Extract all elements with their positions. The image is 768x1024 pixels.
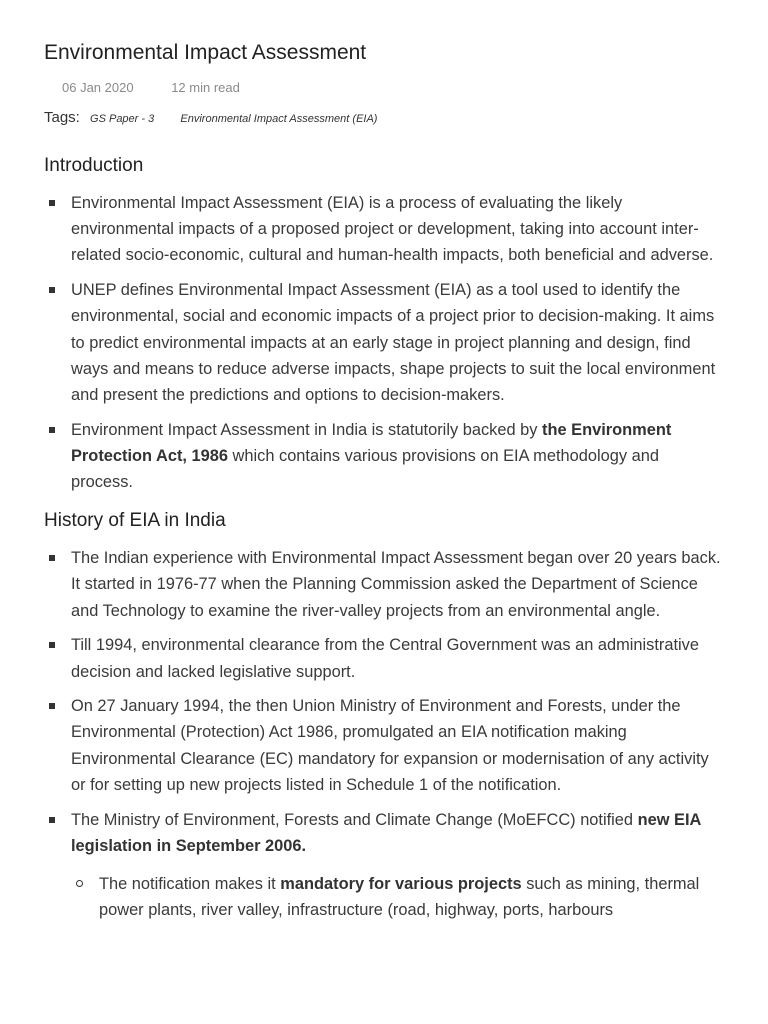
tags-row [44, 109, 724, 128]
list-item [44, 190, 724, 269]
list-item-text: The Ministry of Environment, Forests and Climate Change (MoEFCC) notified [71, 810, 638, 829]
list-item-text: UNEP defines Environmental Impact Assessment (EIA) as a tool used to identify the environmental, social and economic impacts of a project prior to decision-making. It aims to predict environmental impacts at an early stage in project planning and design, find ways and means to reduce adverse impacts, shape projects to suit the local environment and present the predictions and options to decision-makers. [71, 281, 716, 404]
list-item-bold: new EIA legislation in September 2006. [71, 810, 701, 855]
article-meta [62, 80, 724, 96]
list-item-bold: mandatory for various projects [280, 874, 522, 893]
list-item [44, 807, 724, 924]
page-title: Environmental Impact Assessment [44, 41, 367, 64]
publish-date: 06 Jan 2020 [62, 80, 134, 95]
list-item-text: The notification makes it [99, 874, 281, 893]
tags-label: Tags: [44, 109, 80, 126]
tag-link[interactable]: Environmental Impact Assessment (EIA) [180, 113, 378, 125]
history-sublist [71, 871, 724, 923]
list-item-text: On 27 January 1994, the then Union Ministry of Environment and Forests, under the Environmental (Protection) Act 1986, promulgated an EIA notification making Environmental Clearance (EC) mandatory for expansion or modernisation of any activity or for setting up new projects listed in Schedule 1 of the notification. [71, 697, 709, 794]
list-item-text: such as mining, thermal power plants, river valley, infrastructure (road, highway, ports, harbours [99, 874, 700, 920]
list-item-bold: the Environment Protection Act, 1986 [71, 420, 672, 465]
sub-list-item [71, 871, 724, 923]
list-item-text: The Indian experience with Environmental Impact Assessment began over 20 years back. It started in 1976-77 when the Planning Commission asked the Department of Science and Technology to examine the river-valley projects from an environmental angle. [71, 549, 721, 620]
tag-link[interactable]: GS Paper - 3 [90, 113, 155, 125]
list-item [44, 632, 724, 684]
list-item [44, 417, 724, 496]
list-item-text: Environment Impact Assessment in India is statutorily backed by [71, 420, 542, 439]
read-time: 12 min read [171, 80, 240, 95]
list-item-text: which contains various provisions on EIA methodology and process. [71, 446, 659, 492]
introduction-list [44, 190, 724, 495]
section-heading-introduction: Introduction [44, 155, 144, 176]
history-list [44, 545, 724, 923]
list-item [44, 545, 724, 624]
list-item [44, 277, 724, 408]
list-item-text: Till 1994, environmental clearance from the Central Government was an administrative decision and lacked legislative support. [71, 636, 699, 681]
list-item [44, 693, 724, 798]
list-item-text: Environmental Impact Assessment (EIA) is a process of evaluating the likely environmental impacts of a proposed project or development, taking into account inter-related socio-economic, cultural and human-health impacts, both beneficial and adverse. [71, 194, 714, 265]
section-heading-history: History of EIA in India [44, 510, 226, 532]
